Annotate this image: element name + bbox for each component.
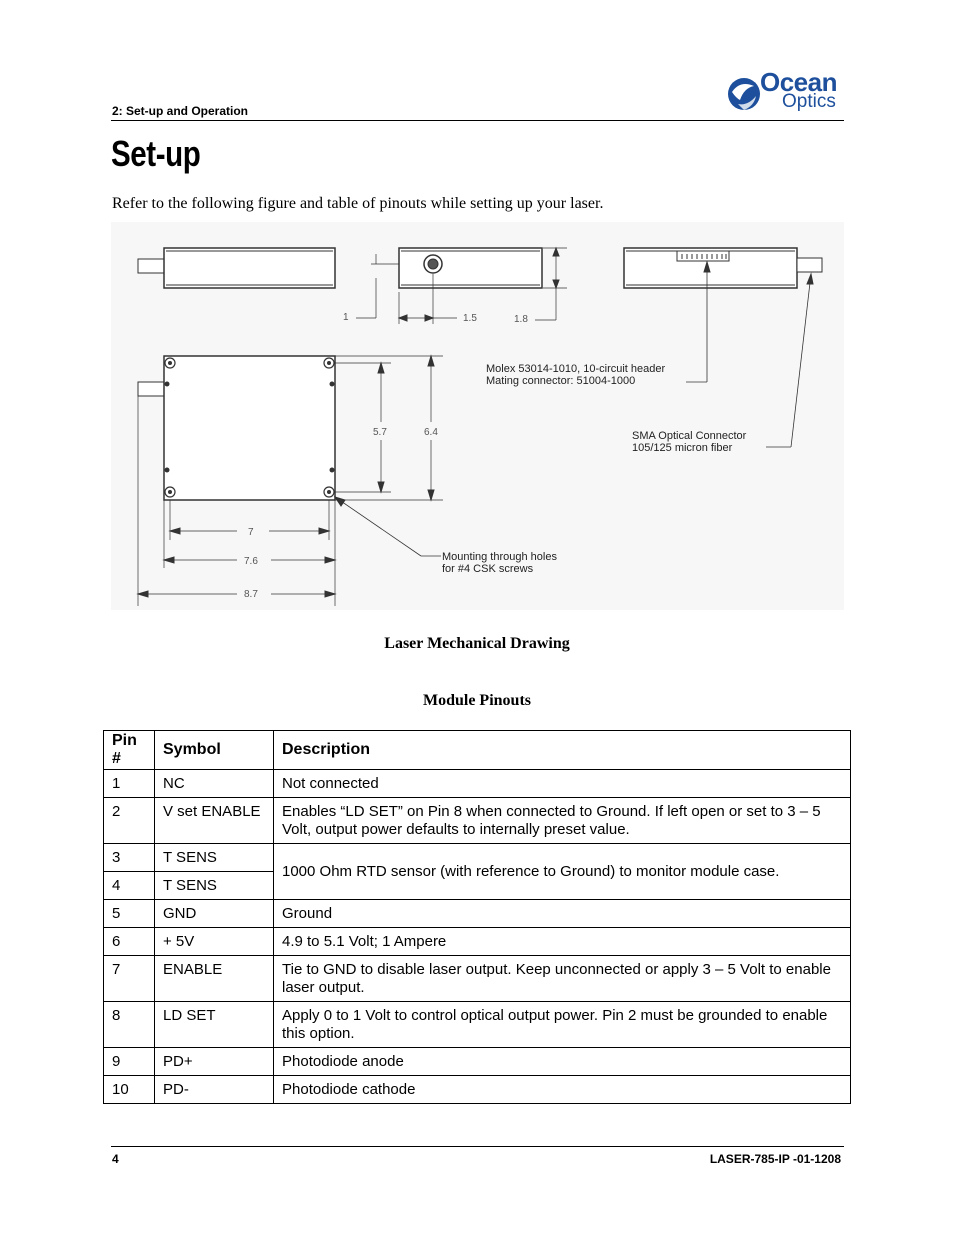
intro-paragraph: Refer to the following figure and table of pinouts while setting up your laser. bbox=[112, 195, 604, 212]
header-pin: Pin # bbox=[104, 731, 155, 770]
pin-cell: 6 bbox=[104, 928, 155, 956]
description-cell: Not connected bbox=[274, 770, 851, 798]
symbol-cell: GND bbox=[155, 900, 274, 928]
table-row bbox=[104, 1048, 851, 1076]
description-cell: Photodiode cathode bbox=[274, 1076, 851, 1104]
symbol-cell: V set ENABLE bbox=[155, 798, 274, 844]
symbol-cell: ENABLE bbox=[155, 956, 274, 1002]
pin-cell: 8 bbox=[104, 1002, 155, 1048]
table-row bbox=[104, 1076, 851, 1104]
logo-optics-text: Optics bbox=[782, 91, 836, 112]
header-description: Description bbox=[274, 731, 851, 770]
pin-cell: 1 bbox=[104, 770, 155, 798]
pin-cell: 9 bbox=[104, 1048, 155, 1076]
holes-label-line2: for #4 CSK screws bbox=[442, 563, 534, 575]
pin-cell: 7 bbox=[104, 956, 155, 1002]
description-cell: 1000 Ohm RTD sensor (with reference to Ground) to monitor module case. bbox=[274, 844, 851, 900]
table-row bbox=[104, 1002, 851, 1048]
dim-1-8: 1.8 bbox=[514, 314, 528, 325]
table-row bbox=[104, 798, 851, 844]
table-row bbox=[104, 900, 851, 928]
dim-6-4: 6.4 bbox=[424, 427, 438, 438]
table-row bbox=[104, 928, 851, 956]
description-cell: 4.9 to 5.1 Volt; 1 Ampere bbox=[274, 928, 851, 956]
description-cell: Enables “LD SET” on Pin 8 when connected to Ground. If left open or set to 3 – 5 Volt, output power defaults to internally preset value. bbox=[274, 798, 851, 844]
sma-label-line1: SMA Optical Connector bbox=[632, 430, 747, 442]
symbol-cell: PD+ bbox=[155, 1048, 274, 1076]
dim-7-6: 7.6 bbox=[244, 556, 258, 567]
symbol-cell: NC bbox=[155, 770, 274, 798]
pin-cell: 2 bbox=[104, 798, 155, 844]
pin-cell: 10 bbox=[104, 1076, 155, 1104]
symbol-cell: T SENS bbox=[155, 844, 274, 872]
laser-mechanical-drawing bbox=[111, 222, 844, 610]
molex-label-line1: Molex 53014-1010, 10-circuit header bbox=[486, 363, 666, 375]
page-title: Set-up bbox=[111, 133, 201, 174]
header-symbol: Symbol bbox=[155, 731, 274, 770]
module-pinouts-table bbox=[103, 730, 851, 1104]
symbol-cell: + 5V bbox=[155, 928, 274, 956]
logo-ocean-text: Ocean bbox=[760, 67, 837, 97]
symbol-cell: T SENS bbox=[155, 872, 274, 900]
table-header-row bbox=[104, 731, 851, 770]
header-divider bbox=[111, 120, 844, 121]
pin-cell: 5 bbox=[104, 900, 155, 928]
dim-1-5: 1.5 bbox=[463, 313, 477, 324]
table-row bbox=[104, 770, 851, 798]
dim-7: 7 bbox=[248, 527, 254, 538]
section-header: 2: Set-up and Operation bbox=[112, 104, 249, 118]
pin-cell: 4 bbox=[104, 872, 155, 900]
footer-page-number: 4 bbox=[112, 1152, 119, 1166]
symbol-cell: PD- bbox=[155, 1076, 274, 1104]
figure-caption: Laser Mechanical Drawing bbox=[384, 635, 570, 652]
footer-divider bbox=[111, 1146, 844, 1147]
dim-5-7: 5.7 bbox=[373, 427, 387, 438]
dim-1: 1 bbox=[343, 312, 349, 323]
symbol-cell: LD SET bbox=[155, 1002, 274, 1048]
molex-label-line2: Mating connector: 51004-1000 bbox=[486, 375, 636, 387]
description-cell: Ground bbox=[274, 900, 851, 928]
description-cell: Tie to GND to disable laser output. Keep unconnected or apply 3 – 5 Volt to enable laser output. bbox=[274, 956, 851, 1002]
pin-cell: 3 bbox=[104, 844, 155, 872]
table-row bbox=[104, 956, 851, 1002]
holes-label-line1: Mounting through holes bbox=[442, 551, 557, 563]
sma-label-line2: 105/125 micron fiber bbox=[632, 442, 733, 454]
description-cell: Photodiode anode bbox=[274, 1048, 851, 1076]
table-row bbox=[104, 844, 851, 872]
dim-8-7: 8.7 bbox=[244, 589, 258, 600]
description-cell: Apply 0 to 1 Volt to control optical output power. Pin 2 must be grounded to enable this option. bbox=[274, 1002, 851, 1048]
footer-document-id: LASER-785-IP -01-1208 bbox=[709, 1152, 841, 1166]
table-caption: Module Pinouts bbox=[422, 692, 531, 709]
